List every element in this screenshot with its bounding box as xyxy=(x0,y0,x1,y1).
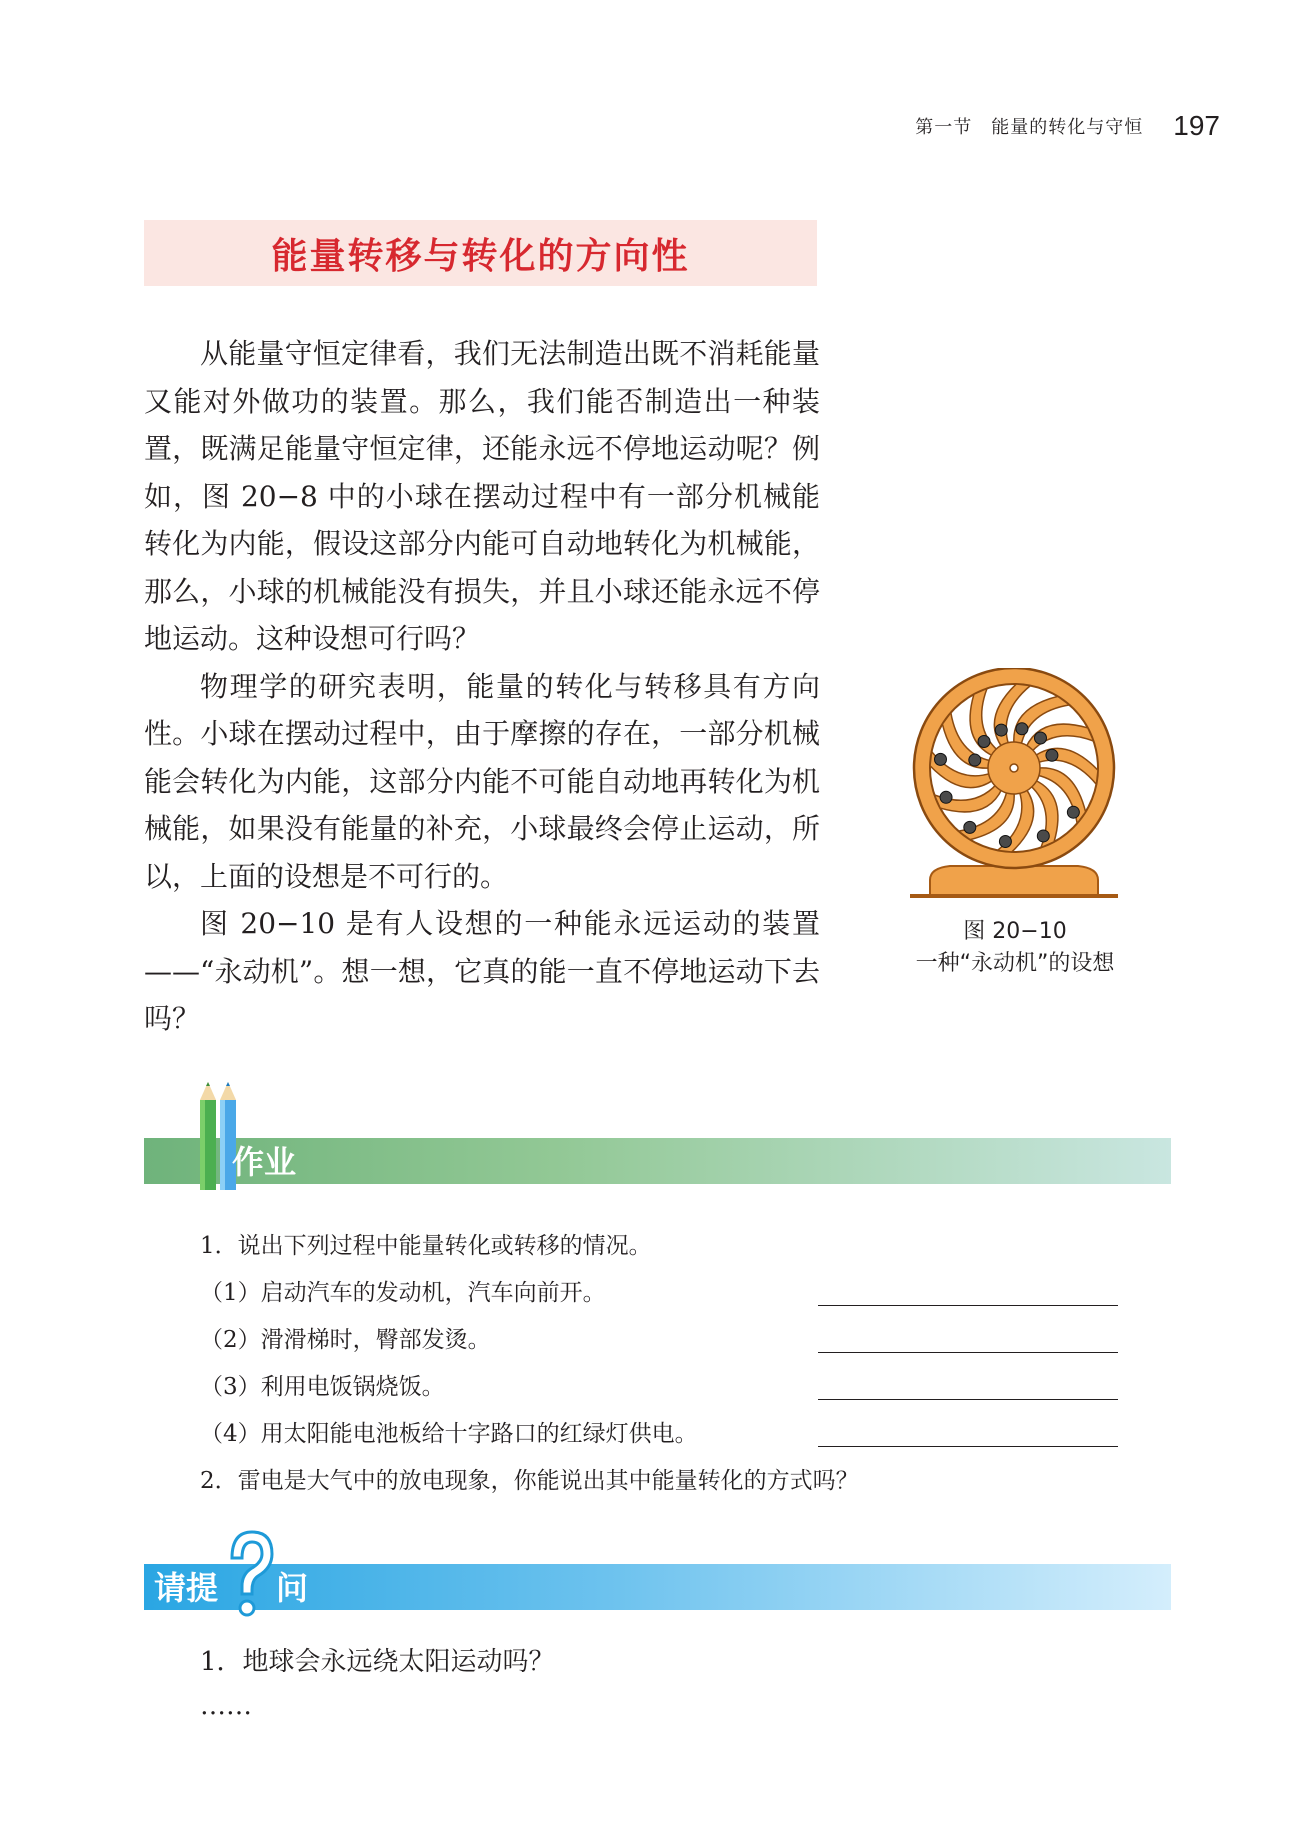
wheel-ball xyxy=(1046,749,1058,761)
questions-label-right: 问 xyxy=(276,1569,309,1607)
answer-blank xyxy=(818,1399,1118,1400)
homework-item-text: 1．说出下列过程中能量转化或转移的情况。 xyxy=(200,1233,652,1259)
homework-item xyxy=(200,1461,1160,1508)
paragraph-3: 图 20−10 是有人设想的一种能永远运动的装置——“永动机”。想一想，它真的能一直不停地运动下去吗？ xyxy=(144,907,820,1035)
questions-list xyxy=(200,1640,1100,1728)
page-number: 197 xyxy=(1173,110,1220,141)
wheel-ball xyxy=(1037,830,1049,842)
homework-item xyxy=(200,1320,1160,1367)
figure-title: 一种“永动机”的设想 xyxy=(915,951,1115,976)
homework-item xyxy=(200,1414,1160,1461)
wheel-ball xyxy=(1016,723,1028,735)
paragraph-2: 物理学的研究表明，能量的转化与转移具有方向性。小球在摆动过程中，由于摩擦的存在，一部分机械能会转化为内能，这部分内能不可能自动地再转化为机械能，如果没有能量的补充，小球最终会停止运动，所以，上面的设想是不可行的。 xyxy=(144,669,820,893)
section-heading-box xyxy=(144,220,817,286)
perpetual-motion-wheel-figure xyxy=(890,668,1138,900)
body-text xyxy=(144,330,820,1043)
homework-list xyxy=(200,1226,1160,1508)
question-ellipsis: …… xyxy=(200,1691,252,1721)
wheel-ball xyxy=(978,736,990,748)
wheel-ball xyxy=(999,835,1011,847)
wheel-ball xyxy=(940,791,952,803)
wheel-ball xyxy=(995,724,1007,736)
figure-number: 图 20−10 xyxy=(963,919,1067,944)
figure-caption xyxy=(870,916,1160,980)
wheel-ball xyxy=(964,821,976,833)
homework-item xyxy=(200,1226,1160,1273)
homework-item xyxy=(200,1367,1160,1414)
homework-item xyxy=(200,1273,1160,1320)
wheel-ball xyxy=(1067,806,1079,818)
homework-label: 作业 xyxy=(232,1143,297,1181)
homework-item-text: （2）滑滑梯时，臀部发烫。 xyxy=(200,1327,491,1353)
wheel-ball xyxy=(935,753,947,765)
homework-item-text: （3）利用电饭锅烧饭。 xyxy=(200,1374,445,1400)
answer-blank xyxy=(818,1446,1118,1447)
section-title: 第一节 能量的转化与守恒 xyxy=(915,117,1144,138)
question-mark-icon xyxy=(226,1528,276,1620)
homework-item-text: 2．雷电是大气中的放电现象，你能说出其中能量转化的方式吗？ xyxy=(200,1468,859,1494)
homework-item-text: （4）用太阳能电池板给十字路口的红绿灯供电。 xyxy=(200,1421,698,1447)
paragraph-1: 从能量守恒定律看，我们无法制造出既不消耗能量又能对外做功的装置。那么，我们能否制造出一种装置，既满足能量守恒定律，还能永远不停地运动呢？例如，图 20−8 中的小球在摆动过程中有一部分机械能转化为内能，假设这部分内能可自动地转化为机械能，那么，小球的机械能没有损失，并且小球还能永远不停地运动。这种设想可行吗？ xyxy=(144,337,820,655)
wheel-ball xyxy=(969,754,981,766)
questions-label-left: 请提 xyxy=(154,1569,219,1607)
answer-blank xyxy=(818,1305,1118,1306)
wheel-ball xyxy=(1034,732,1046,744)
running-header xyxy=(880,104,1220,148)
section-heading: 能量转移与转化的方向性 xyxy=(271,235,690,277)
answer-blank xyxy=(818,1352,1118,1353)
homework-bar xyxy=(144,1138,1171,1184)
question-item: 1．地球会永远绕太阳运动吗？ xyxy=(200,1647,555,1677)
homework-item-text: （1）启动汽车的发动机，汽车向前开。 xyxy=(200,1280,606,1306)
